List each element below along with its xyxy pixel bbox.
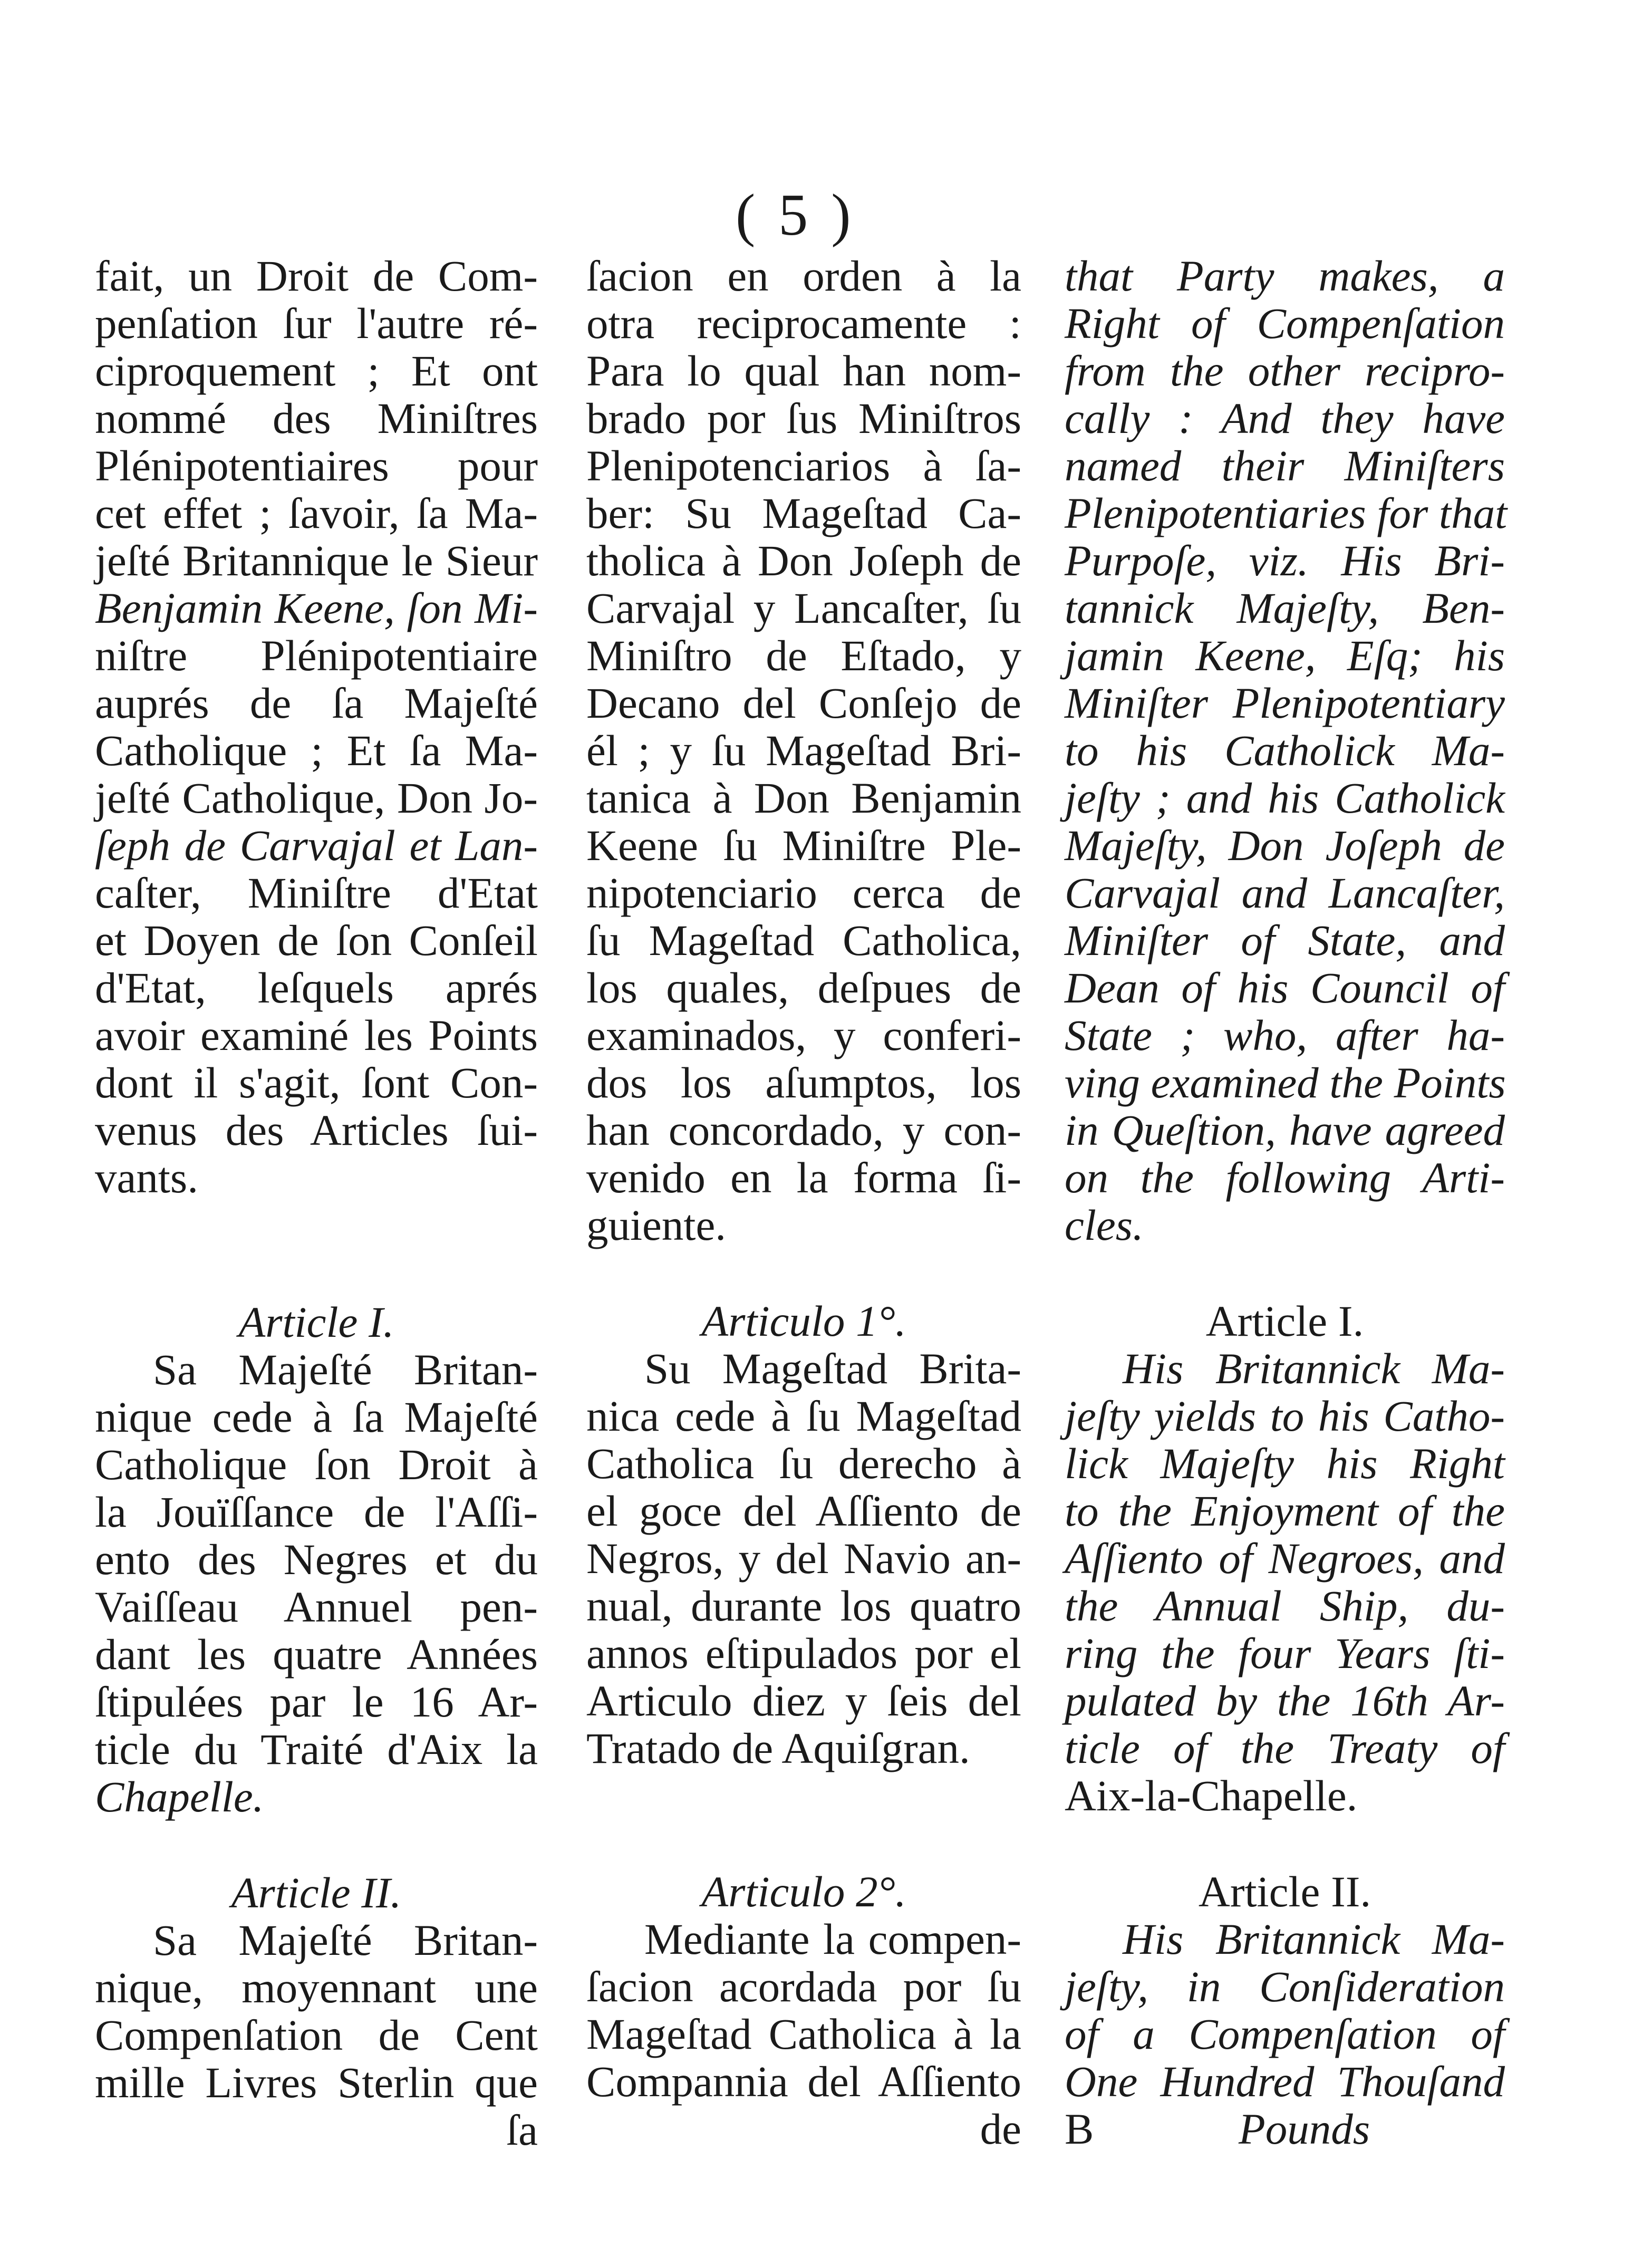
french-column — [95, 252, 538, 2154]
text-line: Compannia del Aſſiento — [586, 2057, 1021, 2106]
article-heading: Article II. — [231, 1868, 402, 1917]
spanish-preamble — [586, 252, 1021, 1249]
text-line: él ; y ſu Mageſtad Bri- — [586, 726, 1021, 775]
text-line: His Britannick Ma- — [1123, 1344, 1505, 1393]
catchword: ſa — [506, 2106, 538, 2154]
article-heading: Article II. — [1198, 1867, 1371, 1916]
french-preamble — [95, 252, 538, 1201]
text-line: ticle of the Treaty of — [1065, 1724, 1505, 1772]
text-line: jeſté Britannique le Sieur — [95, 536, 538, 585]
text-line: Tratado de Aquiſgran. — [586, 1724, 970, 1772]
text-line: Compenſation de Cent — [95, 2011, 538, 2059]
text-line: brado por ſus Miniſtros — [586, 394, 1021, 442]
text-line: lick Majeſty his Right — [1065, 1439, 1505, 1488]
text-line: Aix-la-Chapelle. — [1065, 1771, 1358, 1820]
text-line: Chapelle. — [95, 1772, 264, 1821]
text-line: Decano del Conſejo de — [586, 679, 1021, 727]
article-heading: Articulo 1°. — [701, 1297, 906, 1345]
text-line: One Hundred Thouſand — [1065, 2057, 1505, 2106]
text-line: Keene ſu Miniſtre Ple- — [586, 821, 1021, 870]
text-line: Miniſter of State, and — [1065, 916, 1505, 965]
text-line: los quales, deſpues de — [586, 963, 1021, 1012]
text-line: of a Compenſation of — [1065, 2010, 1505, 2058]
text-line: ber: Su Mageſtad Ca- — [586, 489, 1021, 537]
text-line: Plenipotentiaries for that — [1065, 489, 1508, 537]
text-line: ſtipulées par le 16 Ar- — [95, 1677, 538, 1726]
text-line: His Britannick Ma- — [1123, 1915, 1505, 1963]
text-line: caſter, Miniſtre d'Etat — [95, 869, 538, 917]
text-line: annos eſtipulados por el — [586, 1629, 1021, 1677]
text-line: Su Mageſtad Brita- — [644, 1344, 1021, 1393]
english-column — [1065, 252, 1508, 2153]
text-line: dant les quatre Années — [95, 1630, 538, 1679]
signature-mark: B — [1065, 2105, 1094, 2153]
text-line: jeſty yields to his Catho- — [1065, 1392, 1505, 1440]
text-line: la Jouïſſance de l'Aſſi- — [95, 1488, 538, 1536]
text-line: to his Catholick Ma- — [1065, 726, 1505, 775]
text-line: han concordado, y con- — [586, 1106, 1021, 1154]
text-line: Majeſty, Don Joſeph de — [1065, 821, 1505, 870]
english-article-1 — [1065, 1297, 1505, 1819]
text-line: Para lo qual han nom- — [586, 346, 1021, 395]
text-line: named their Miniſters — [1065, 441, 1505, 490]
text-line: mille Livres Sterlin que — [95, 2058, 538, 2107]
text-line: tanica à Don Benjamin — [586, 774, 1021, 822]
text-line: cally : And they have — [1065, 394, 1505, 442]
text-line: nique, moyennant une — [95, 1963, 538, 2012]
text-line: avoir examiné les Points — [95, 1011, 538, 1059]
text-line: Plenipotenciarios à ſa- — [586, 441, 1021, 490]
text-line: jeſté Catholique, Don Jo- — [95, 774, 538, 822]
spanish-column — [586, 252, 1021, 2153]
text-line: Plénipotentiaires pour — [95, 441, 538, 490]
text-line: otra reciprocamente : — [586, 299, 1021, 348]
text-line: auprés de ſa Majeſté — [95, 679, 538, 727]
article-heading: Article I. — [1205, 1297, 1364, 1345]
text-line: nommé des Miniſtres — [95, 394, 538, 442]
text-line: on the following Arti- — [1065, 1153, 1505, 1202]
text-line: penſation ſur l'autre ré- — [95, 299, 538, 348]
text-line: pulated by the 16th Ar- — [1065, 1676, 1505, 1725]
text-line: fait, un Droit de Com- — [95, 252, 538, 300]
text-line: Miniſter Plenipotentiary — [1065, 679, 1505, 727]
text-line: d'Etat, leſquels aprés — [95, 963, 538, 1012]
text-line: ſu Mageſtad Catholica, — [586, 916, 1021, 965]
text-line: dos los aſumptos, los — [586, 1058, 1021, 1107]
text-line: Negros, y del Navio an- — [586, 1534, 1021, 1583]
text-line: nipotenciario cerca de — [586, 869, 1021, 917]
text-line: venido en la forma ſi- — [586, 1153, 1021, 1202]
text-line: ving examined the Points — [1065, 1058, 1506, 1107]
text-line: guiente. — [586, 1201, 727, 1249]
page-footer-line — [1065, 2105, 1505, 2153]
text-line: Sa Majeſté Britan- — [153, 1916, 538, 1964]
text-line: State ; who, after ha- — [1065, 1011, 1505, 1059]
text-line: ticle du Traité d'Aix la — [95, 1725, 538, 1773]
text-line: ento des Negres et du — [95, 1535, 538, 1584]
text-line: Aſſiento of Negroes, and — [1065, 1534, 1505, 1583]
text-line: jamin Keene, Eſq; his — [1065, 631, 1505, 680]
text-line: Articulo diez y ſeis del — [586, 1676, 1021, 1725]
text-line: Mageſtad Catholica à la — [586, 2010, 1021, 2058]
text-line: ſacion acordada por ſu — [586, 1962, 1021, 2011]
spanish-article-2 — [586, 1868, 1021, 2153]
text-line: to the Enjoyment of the — [1065, 1487, 1505, 1535]
text-line: tholica à Don Joſeph de — [586, 536, 1021, 585]
text-line: Catholique ſon Droit à — [95, 1440, 538, 1489]
text-line: Catholique ; Et ſa Ma- — [95, 726, 538, 775]
text-line: Catholica ſu derecho à — [586, 1439, 1021, 1488]
text-line: in Queſtion, have agreed — [1065, 1106, 1505, 1154]
text-line: et Doyen de ſon Conſeil — [95, 916, 538, 965]
text-line: ſeph de Carvajal et Lan- — [95, 821, 538, 870]
text-line: ſacion en orden à la — [586, 252, 1021, 300]
english-article-2 — [1065, 1868, 1505, 2153]
text-line: Right of Compenſation — [1065, 299, 1505, 348]
text-line: Vaiſſeau Annuel pen- — [95, 1583, 538, 1631]
french-article-1 — [95, 1298, 538, 1820]
text-line: Carvajal y Lancaſter, ſu — [586, 584, 1021, 632]
text-line: nica cede à ſu Mageſtad — [586, 1392, 1021, 1440]
text-line: cles. — [1065, 1201, 1144, 1249]
text-line: Carvajal and Lancaſter, — [1065, 869, 1505, 917]
text-line: Sa Majeſté Britan- — [153, 1345, 538, 1394]
text-line: ring the four Years ſti- — [1065, 1629, 1505, 1677]
text-line: Purpoſe, viz. His Bri- — [1065, 536, 1505, 585]
catchword: Pounds — [1239, 2105, 1370, 2153]
text-line: nique cede à ſa Majeſté — [95, 1393, 538, 1441]
text-line: cet effet ; ſavoir, ſa Ma- — [95, 489, 538, 537]
text-line: that Party makes, a — [1065, 252, 1505, 300]
text-line: Miniſtro de Eſtado, y — [586, 631, 1021, 680]
french-article-2 — [95, 1869, 538, 2154]
text-line: el goce del Aſſiento de — [586, 1487, 1021, 1535]
text-line: vants. — [95, 1153, 198, 1202]
text-line: Dean of his Council of — [1065, 963, 1505, 1012]
text-line: the Annual Ship, du- — [1065, 1582, 1505, 1630]
spanish-article-1 — [586, 1297, 1021, 1772]
text-line: from the other recipro- — [1065, 346, 1505, 395]
text-line: tannick Majeſty, Ben- — [1065, 584, 1505, 632]
article-heading: Articulo 2°. — [701, 1867, 906, 1916]
article-heading: Article I. — [238, 1298, 394, 1346]
text-line: nual, durante los quatro — [586, 1582, 1021, 1630]
text-line: niſtre Plénipotentiaire — [95, 631, 538, 680]
text-line: Mediante la compen- — [644, 1915, 1021, 1963]
text-line: jeſty ; and his Catholick — [1065, 774, 1505, 822]
english-preamble — [1065, 252, 1508, 1249]
catchword: de — [980, 2105, 1021, 2153]
text-line: jeſty, in Conſideration — [1065, 1962, 1505, 2011]
text-line: venus des Articles ſui- — [95, 1106, 538, 1154]
text-line: examinados, y conferi- — [586, 1011, 1021, 1059]
text-line: Benjamin Keene, ſon Mi- — [95, 584, 538, 632]
text-line: ciproquement ; Et ont — [95, 346, 538, 395]
text-line: dont il s'agit, ſont Con- — [95, 1058, 538, 1107]
page-number: ( 5 ) — [736, 182, 855, 248]
